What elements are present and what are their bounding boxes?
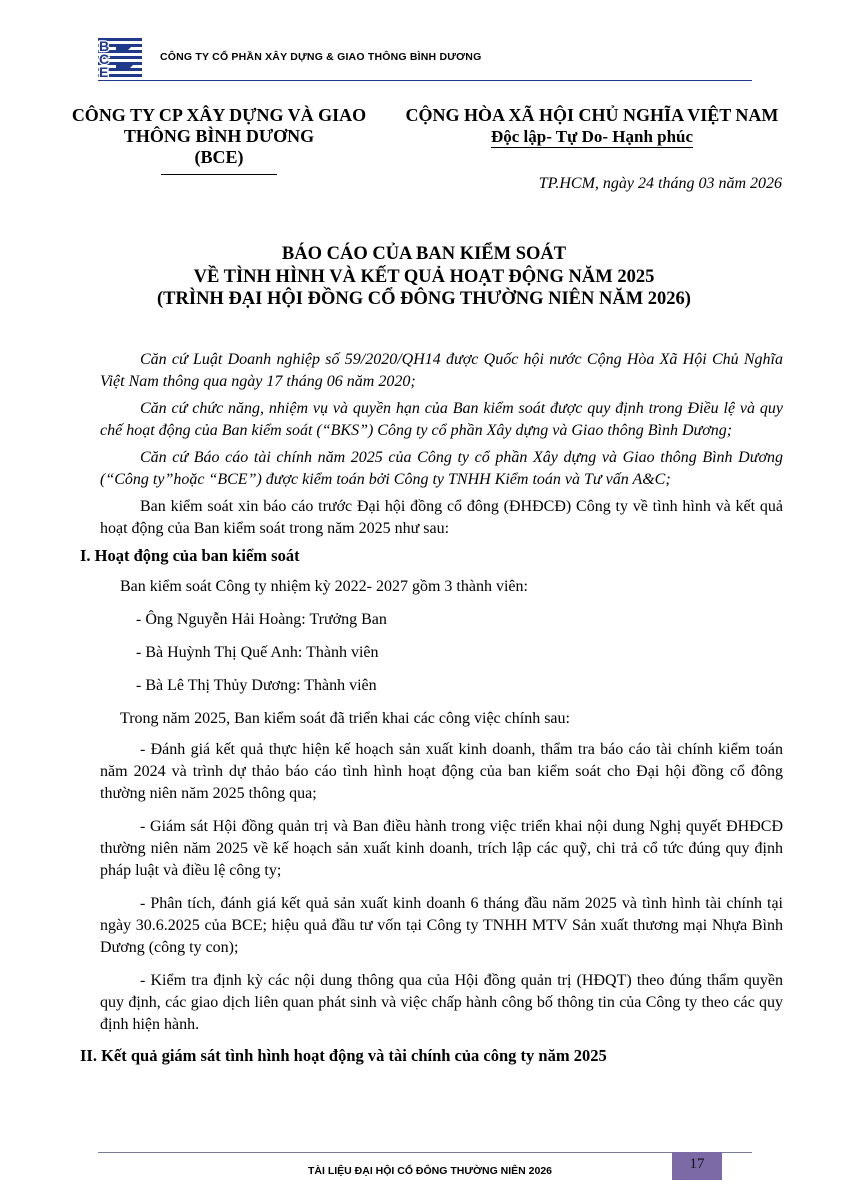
svg-text:C: C bbox=[99, 51, 110, 67]
section-heading-2: II. Kết quả giám sát tình hình hoạt động và tài chính của công ty năm 2025 bbox=[80, 1046, 607, 1065]
company-line-1: CÔNG TY CP XÂY DỰNG VÀ GIAO bbox=[71, 105, 367, 125]
company-abbrev: (BCE) bbox=[194, 147, 244, 167]
report-title bbox=[80, 243, 768, 311]
footer-text: TÀI LIỆU ĐẠI HỘI CỔ ĐÔNG THƯỜNG NIÊN 2026 bbox=[307, 1165, 553, 1177]
national-motto: Độc lập- Tự Do- Hạnh phúc bbox=[490, 127, 694, 146]
svg-text:E: E bbox=[99, 64, 109, 78]
legal-basis-2: Căn cứ chức năng, nhiệm vụ và quyền hạn của Ban kiểm soát được quy định trong Điều lệ và quy chế hoạt động của Ban kiểm soát (“BKS”) Công ty cổ phần Xây dựng và Giao thông Bình Dương; bbox=[100, 400, 783, 439]
title-line-1: BÁO CÁO CỦA BAN KIỂM SOÁT bbox=[281, 244, 567, 264]
report-body bbox=[80, 349, 783, 1067]
members-intro: Ban kiểm soát Công ty nhiệm kỳ 2022- 2027 gồm 3 thành viên: bbox=[120, 578, 528, 595]
tasks-intro: Trong năm 2025, Ban kiểm soát đã triển khai các công việc chính sau: bbox=[120, 710, 570, 727]
bce-logo bbox=[98, 38, 142, 78]
legal-basis-3: Căn cứ Báo cáo tài chính năm 2025 của Công ty cổ phần Xây dựng và Giao thông Bình Dương (“Công ty”hoặc “BCE”) được kiểm toán bởi Công ty TNHH Kiểm toán và Tư vấn A&C; bbox=[100, 449, 783, 488]
document-date: TP.HCM, ngày 24 tháng 03 năm 2026 bbox=[538, 175, 782, 192]
svg-text:B: B bbox=[99, 38, 110, 54]
member-item: - Bà Huỳnh Thị Quế Anh: Thành viên bbox=[136, 644, 379, 661]
legal-basis-1: Căn cứ Luật Doanh nghiệp số 59/2020/QH14 được Quốc hội nước Cộng Hòa Xã Hội Chủ Nghĩa Việt Nam thông qua ngày 17 tháng 06 năm 2020; bbox=[100, 351, 783, 390]
page-header bbox=[98, 38, 752, 78]
company-line-2: THÔNG BÌNH DƯƠNG bbox=[123, 126, 315, 146]
header-divider bbox=[98, 80, 752, 81]
member-item: - Ông Nguyễn Hải Hoàng: Trưởng Ban bbox=[136, 611, 387, 628]
member-item: - Bà Lê Thị Thủy Dương: Thành viên bbox=[136, 677, 377, 694]
national-block bbox=[396, 105, 788, 148]
task-item: - Giám sát Hội đồng quản trị và Ban điều hành trong việc triển khai nội dung Nghị quyết ĐHĐCĐ thường niên năm 2025 về kế hoạch sản xuất kinh doanh, trích lập các quỹ, chi trả cổ tức đúng quy định pháp luật và điều lệ công ty; bbox=[100, 818, 783, 879]
company-block bbox=[60, 105, 378, 168]
footer-divider bbox=[98, 1152, 752, 1153]
page-number: 17 bbox=[672, 1152, 722, 1180]
section-heading-1: I. Hoạt động của ban kiểm soát bbox=[80, 546, 300, 565]
company-underline bbox=[161, 174, 277, 175]
national-name: CỘNG HÒA XÃ HỘI CHỦ NGHĨA VIỆT NAM bbox=[405, 105, 779, 125]
task-item: - Kiểm tra định kỳ các nội dung thông qua của Hội đồng quản trị (HĐQT) theo đúng thẩm quyền quy định, các giao dịch liên quan phát sinh và việc chấp hành công bố thông tin của Công ty theo các quy định hiện hành. bbox=[100, 972, 783, 1033]
title-line-2: VỀ TÌNH HÌNH VÀ KẾT QUẢ HOẠT ĐỘNG NĂM 2025 bbox=[193, 266, 655, 287]
header-company-name: CÔNG TY CỔ PHẦN XÂY DỰNG & GIAO THÔNG BÌNH DƯƠNG bbox=[160, 51, 482, 63]
intro-paragraph: Ban kiểm soát xin báo cáo trước Đại hội đồng cổ đông (ĐHĐCĐ) Công ty về tình hình và kết quả hoạt động của Ban kiểm soát trong năm 2025 như sau: bbox=[100, 498, 783, 537]
task-item: - Phân tích, đánh giá kết quả sản xuất kinh doanh 6 tháng đầu năm 2025 và tình hình tài chính tại ngày 30.6.2025 của BCE; hiệu quả đầu tư vốn tại Công ty TNHH MTV Sản xuất thương mại Nhựa Bình Dương (công ty con); bbox=[100, 895, 783, 956]
task-item: - Đánh giá kết quả thực hiện kế hoạch sản xuất kinh doanh, thẩm tra báo cáo tài chính kiểm toán năm 2024 và trình dự thảo báo cáo tình hình hoạt động của ban kiểm soát cho Đại hội đồng cổ đông thường niên năm 2025 thông qua; bbox=[100, 741, 783, 802]
title-line-3: (TRÌNH ĐẠI HỘI ĐỒNG CỔ ĐÔNG THƯỜNG NIÊN NĂM 2026) bbox=[157, 289, 691, 309]
